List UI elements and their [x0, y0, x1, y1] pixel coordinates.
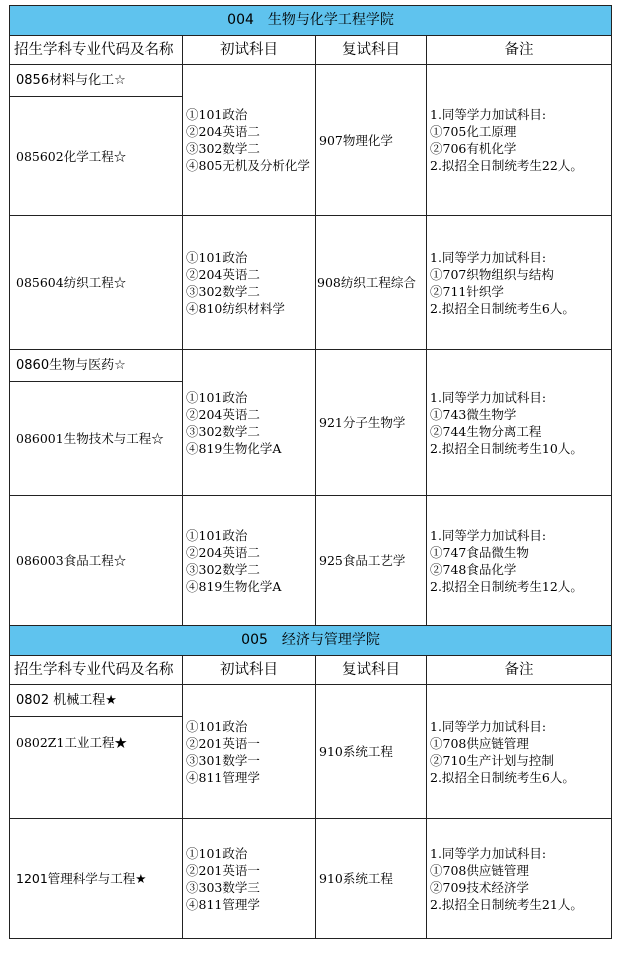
retest-subject: 921分子生物学: [316, 350, 427, 496]
exam-line: ③301数学一: [186, 752, 260, 768]
note-line: 1.同等学力加试科目:: [430, 527, 547, 543]
program-name: 086001生物技术与工程☆: [10, 382, 183, 496]
exam-line: ②204英语二: [186, 266, 260, 282]
program-name: 086003食品工程☆: [10, 496, 183, 626]
header-retest: 复试科目: [316, 656, 427, 685]
exam-subjects: [183, 216, 316, 350]
note-line: 2.拟招全日制统考生6人。: [430, 300, 575, 316]
retest-subject: 908纺织工程综合: [316, 216, 427, 350]
header-major: 招生学科专业代码及名称: [10, 36, 183, 65]
program-name: 0802Z1工业工程★: [10, 717, 183, 819]
admissions-table: [9, 5, 612, 939]
college-code: 005: [241, 632, 268, 648]
notes-cell: [427, 819, 612, 939]
college-name: 经济与管理学院: [281, 632, 380, 648]
college-title: [10, 6, 612, 36]
header-row: [10, 36, 612, 65]
note-line: 2.拟招全日制统考生10人。: [430, 440, 583, 456]
exam-subjects: [183, 496, 316, 626]
exam-line: ①101政治: [186, 389, 248, 405]
exam-subjects: [183, 685, 316, 819]
note-line: 1.同等学力加试科目:: [430, 107, 547, 122]
college-title: [10, 626, 612, 656]
exam-line: ①101政治: [186, 107, 248, 122]
exam-line: ③303数学三: [186, 879, 260, 895]
retest-subject: 910系统工程: [316, 685, 427, 819]
note-line: ②748食品化学: [430, 561, 517, 577]
college-name: 生物与化学工程学院: [267, 12, 394, 28]
exam-line: ④819生物化学A: [186, 440, 282, 456]
note-line: ①743微生物学: [430, 406, 517, 422]
header-exam: 初试科目: [183, 36, 316, 65]
note-line: 1.同等学力加试科目:: [430, 249, 547, 265]
note-line: ①708供应链管理: [430, 735, 529, 751]
exam-line: ②204英语二: [186, 124, 260, 139]
exam-line: ②201英语一: [186, 862, 260, 878]
program-name: 085602化学工程☆: [10, 97, 183, 216]
college-code: 004: [227, 12, 254, 28]
note-line: ②709技术经济学: [430, 879, 529, 895]
note-line: 2.拟招全日制统考生6人。: [430, 769, 575, 785]
program-name: 1201管理科学与工程★: [10, 819, 183, 939]
retest-subject: 907物理化学: [316, 65, 427, 216]
exam-line: ①101政治: [186, 527, 248, 543]
note-line: 1.同等学力加试科目:: [430, 389, 547, 405]
college-banner: [10, 6, 612, 36]
table-row: [10, 496, 612, 626]
exam-line: ②201英语一: [186, 735, 260, 751]
note-line: 1.同等学力加试科目:: [430, 845, 547, 861]
exam-line: ④811管理学: [186, 769, 260, 785]
note-line: 2.拟招全日制统考生21人。: [430, 896, 583, 912]
notes-cell: [427, 685, 612, 819]
exam-subjects: [183, 65, 316, 216]
table-row: [10, 819, 612, 939]
exam-line: ③302数学二: [186, 423, 260, 439]
exam-line: ②204英语二: [186, 406, 260, 422]
note-line: ①708供应链管理: [430, 862, 529, 878]
major-group-name: 0856材料与化工☆: [10, 65, 183, 97]
exam-subjects: [183, 819, 316, 939]
table-row: [10, 65, 612, 97]
header-notes: 备注: [427, 36, 612, 65]
exam-line: ③302数学二: [186, 561, 260, 577]
header-retest: 复试科目: [316, 36, 427, 65]
table-row: [10, 350, 612, 382]
college-banner: [10, 626, 612, 656]
major-group-name: 0860生物与医药☆: [10, 350, 183, 382]
exam-line: ①101政治: [186, 845, 248, 861]
notes-cell: [427, 65, 612, 216]
header-exam: 初试科目: [183, 656, 316, 685]
note-line: 1.同等学力加试科目:: [430, 718, 547, 734]
note-line: ②710生产计划与控制: [430, 752, 554, 768]
exam-line: ④805无机及分析化学: [186, 158, 310, 173]
table-row: [10, 216, 612, 350]
exam-line: ③302数学二: [186, 141, 260, 156]
header-row: [10, 656, 612, 685]
exam-line: ④810纺织材料学: [186, 300, 285, 316]
note-line: ①747食品微生物: [430, 544, 529, 560]
major-group-name: 0802 机械工程★: [10, 685, 183, 717]
exam-line: ④819生物化学A: [186, 578, 282, 594]
note-line: ①707织物组织与结构: [430, 266, 554, 282]
note-line: ②744生物分离工程: [430, 423, 542, 439]
exam-line: ①101政治: [186, 249, 248, 265]
notes-cell: [427, 350, 612, 496]
exam-line: ②204英语二: [186, 544, 260, 560]
header-notes: 备注: [427, 656, 612, 685]
program-name: 085604纺织工程☆: [10, 216, 183, 350]
note-line: 2.拟招全日制统考生22人。: [430, 158, 583, 173]
note-line: ②706有机化学: [430, 141, 517, 156]
retest-subject: 925食品工艺学: [316, 496, 427, 626]
header-major: 招生学科专业代码及名称: [10, 656, 183, 685]
exam-line: ③302数学二: [186, 283, 260, 299]
exam-subjects: [183, 350, 316, 496]
retest-subject: 910系统工程: [316, 819, 427, 939]
table-row: [10, 685, 612, 717]
note-line: 2.拟招全日制统考生12人。: [430, 578, 583, 594]
note-line: ①705化工原理: [430, 124, 517, 139]
exam-line: ①101政治: [186, 718, 248, 734]
notes-cell: [427, 216, 612, 350]
notes-cell: [427, 496, 612, 626]
exam-line: ④811管理学: [186, 896, 260, 912]
note-line: ②711针织学: [430, 283, 504, 299]
